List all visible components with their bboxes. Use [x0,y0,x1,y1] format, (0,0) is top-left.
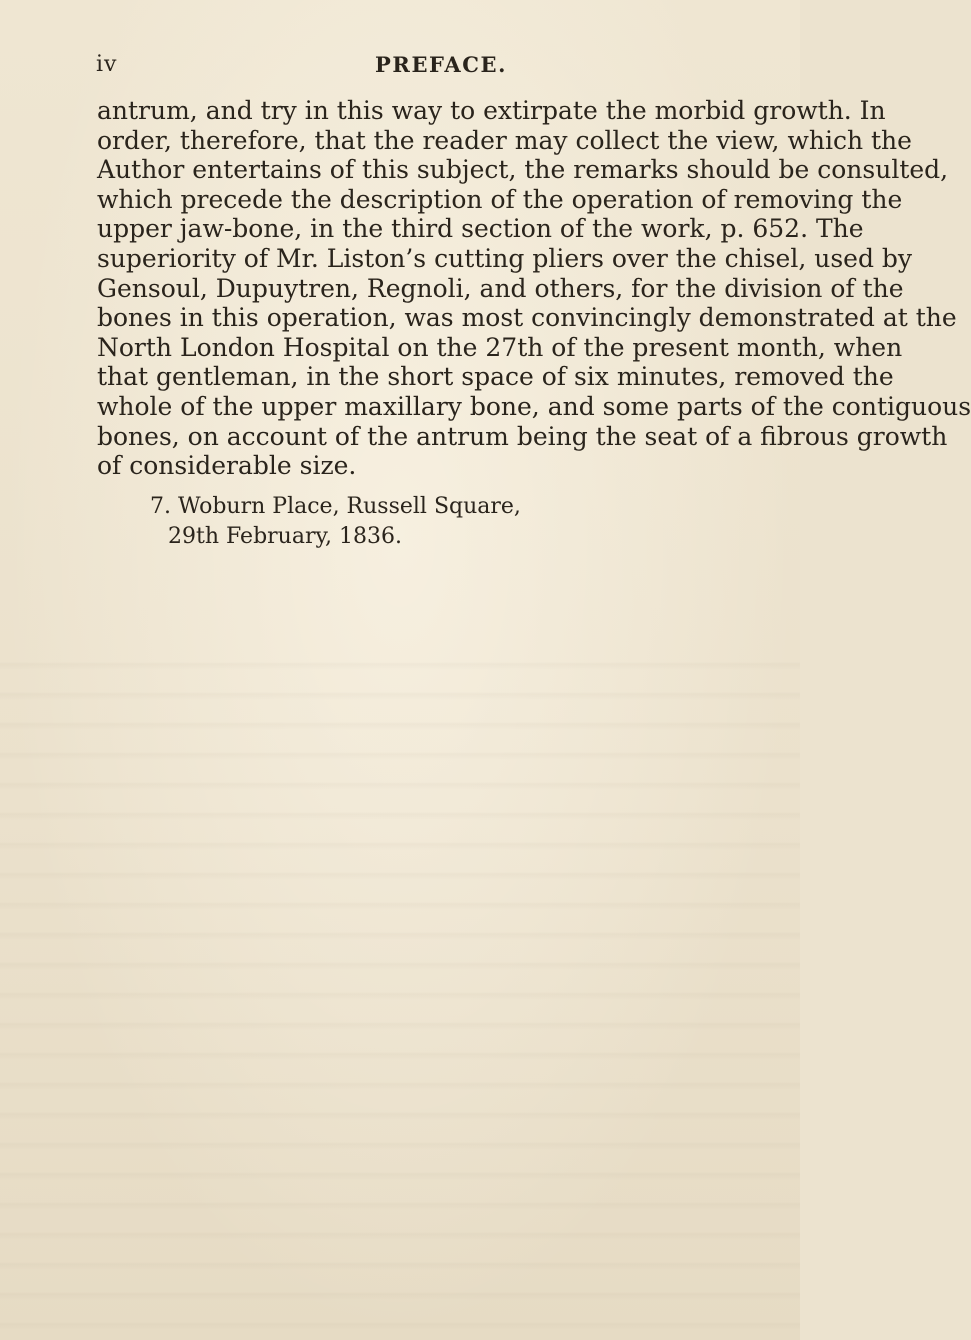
text-line: antrum, and try in this way to extirpate the morbid growth. In [97,96,886,125]
signature-block [150,492,521,552]
text-line: upper jaw-bone, in the third section of the work, p. 652. The [97,214,864,244]
running-head [96,52,730,80]
text-line: bones, on account of the antrum being the seat of a fibrous growth [97,421,948,451]
text-line: Author entertains of this subject, the remarks should be consulted, [97,155,949,185]
bleed-through-texture [0,640,800,1340]
page-number: iv [96,52,118,77]
text-line: that gentleman, in the short space of six minutes, removed the [97,362,894,392]
text-line: superiority of Mr. Liston’s cutting pliers over the chisel, used by [97,243,913,273]
text-line: which precede the description of the operation of removing the [97,184,903,214]
signature-address: 7. Woburn Place, Russell Square, [150,494,521,519]
text-line: whole of the upper maxillary bone, and some parts of the contiguous [97,391,971,421]
text-line: bones in this operation, was most convincingly demonstrated at the [97,303,957,333]
text-line: of considerable size. [97,451,357,481]
text-line: North London Hospital on the 27th of the present month, when [97,332,903,362]
text-line: order, therefore, that the reader may collect the view, which the [97,125,912,155]
body-paragraph [97,96,971,481]
running-title: PREFACE. [375,52,508,77]
text-line: Gensoul, Dupuytren, Regnoli, and others, for the division of the [97,273,904,303]
signature-date: 29th February, 1836. [168,524,402,549]
